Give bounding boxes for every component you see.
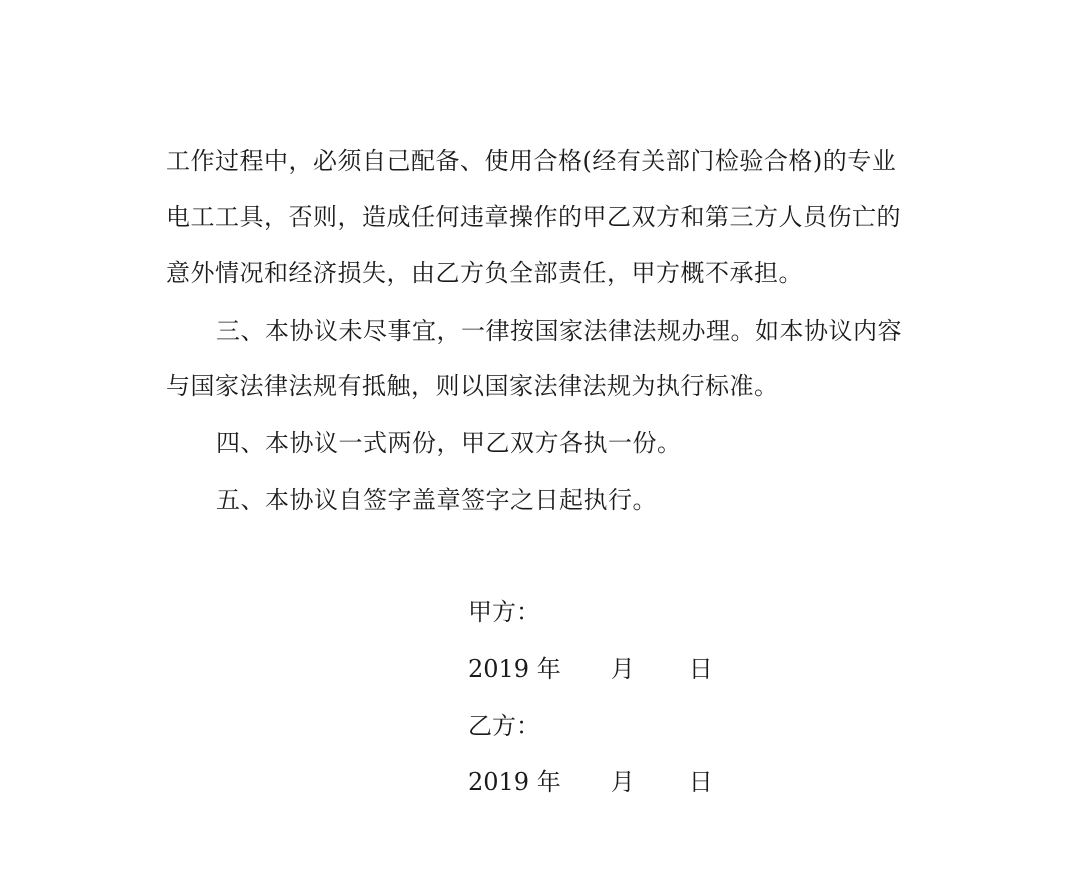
party-b-date-year: 2019 年 xyxy=(468,768,561,796)
party-a-date-day: 日 xyxy=(688,655,713,683)
party-b-date-month: 月 xyxy=(610,768,635,796)
clause-3-line-2: 与国家法律法规有抵触，则以国家法律法规为执行标准。 xyxy=(166,372,779,400)
body-line-2: 电工工具，否则，造成任何违章操作的甲乙双方和第三方人员伤亡的 xyxy=(166,203,901,231)
party-b-date xyxy=(468,767,713,797)
party-b-date-day: 日 xyxy=(688,768,713,796)
body-line-3: 意外情况和经济损失，由乙方负全部责任，甲方概不承担。 xyxy=(166,259,803,287)
party-b-label: 乙方： xyxy=(468,712,540,740)
clause-5: 五、本协议自签字盖章签字之日起执行。 xyxy=(216,486,657,514)
body-line-1: 工作过程中，必须自己配备、使用合格(经有关部门检验合格)的专业 xyxy=(166,147,897,175)
party-a-date-month: 月 xyxy=(610,655,635,683)
party-a-label: 甲方： xyxy=(468,598,540,626)
party-a-date xyxy=(468,654,713,684)
clause-3-line-1: 三、本协议未尽事宜，一律按国家法律法规办理。如本协议内容 xyxy=(216,317,902,345)
clause-4: 四、本协议一式两份，甲乙双方各执一份。 xyxy=(216,429,682,457)
party-a-date-year: 2019 年 xyxy=(468,655,561,683)
